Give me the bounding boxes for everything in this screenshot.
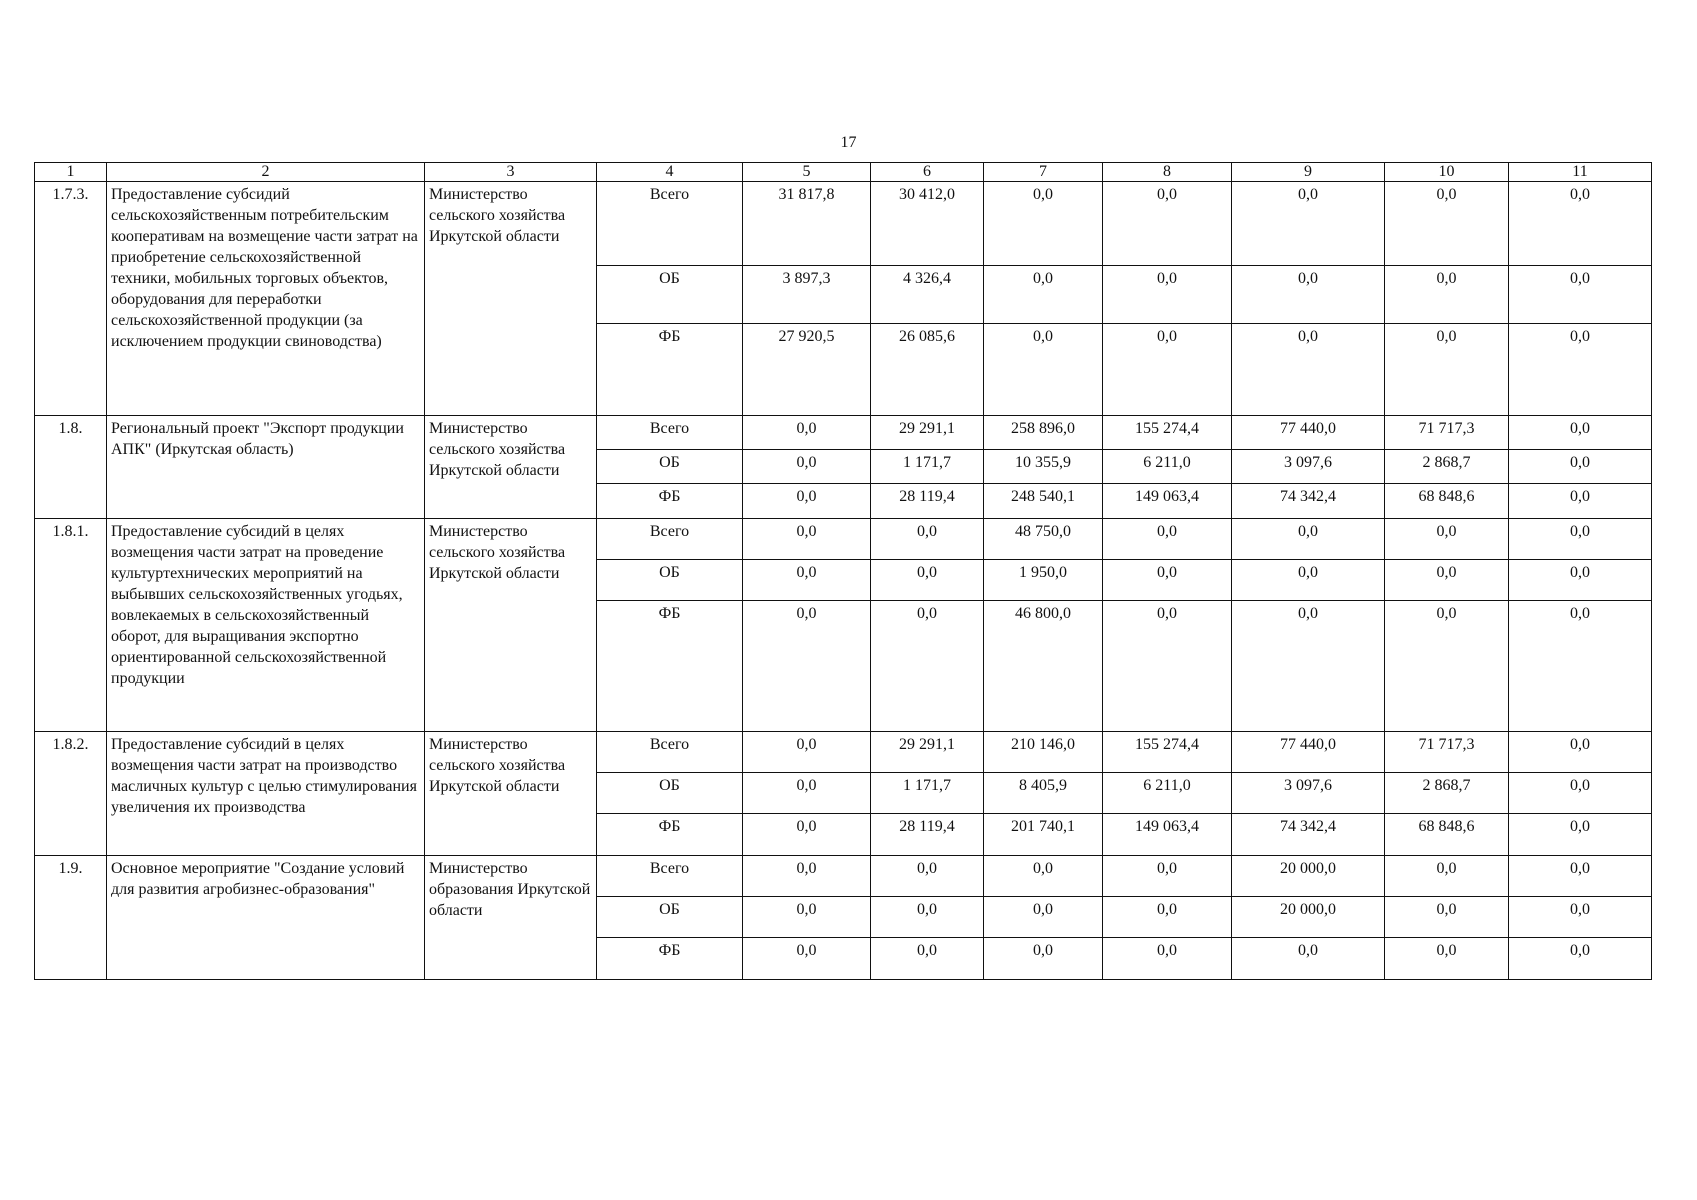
amount-cell: 0,0 [1385, 560, 1509, 601]
amount-cell: 0,0 [984, 938, 1103, 980]
amount-cell: 0,0 [984, 897, 1103, 938]
amount-cell: 20 000,0 [1232, 897, 1385, 938]
amount-cell: 0,0 [743, 938, 871, 980]
amount-cell: 0,0 [1103, 182, 1232, 266]
amount-cell: 68 848,6 [1385, 814, 1509, 856]
amount-cell: 0,0 [871, 856, 984, 897]
amount-cell: 6 211,0 [1103, 773, 1232, 814]
amount-cell: 0,0 [1103, 560, 1232, 601]
amount-cell: 1 171,7 [871, 773, 984, 814]
column-number: 6 [871, 163, 984, 182]
amount-cell: 26 085,6 [871, 324, 984, 416]
amount-cell: 0,0 [1232, 266, 1385, 324]
column-number: 1 [35, 163, 107, 182]
amount-cell: 0,0 [1103, 266, 1232, 324]
table-row [35, 856, 1652, 897]
amount-cell: 0,0 [743, 773, 871, 814]
amount-cell: 0,0 [1232, 324, 1385, 416]
amount-cell: 0,0 [1232, 519, 1385, 560]
amount-cell: 0,0 [1385, 519, 1509, 560]
amount-cell: 28 119,4 [871, 814, 984, 856]
amount-cell: 77 440,0 [1232, 416, 1385, 450]
amount-cell: 0,0 [1232, 601, 1385, 732]
item-executor: Министерство сельского хозяйства Иркутской области [425, 416, 597, 519]
amount-cell: 0,0 [1232, 182, 1385, 266]
amount-cell: 0,0 [743, 519, 871, 560]
amount-cell: 0,0 [871, 560, 984, 601]
amount-cell: 0,0 [1385, 266, 1509, 324]
column-number: 5 [743, 163, 871, 182]
amount-cell: 74 342,4 [1232, 484, 1385, 519]
table-row [35, 182, 1652, 266]
amount-cell: 0,0 [1509, 182, 1652, 266]
amount-cell: 0,0 [1509, 856, 1652, 897]
amount-cell: 0,0 [1509, 484, 1652, 519]
column-number: 2 [107, 163, 425, 182]
funding-source: ФБ [597, 601, 743, 732]
column-number: 3 [425, 163, 597, 182]
amount-cell: 0,0 [1103, 938, 1232, 980]
amount-cell: 3 097,6 [1232, 450, 1385, 484]
amount-cell: 48 750,0 [984, 519, 1103, 560]
column-number: 4 [597, 163, 743, 182]
funding-source: ФБ [597, 938, 743, 980]
funding-source: ФБ [597, 814, 743, 856]
amount-cell: 1 950,0 [984, 560, 1103, 601]
amount-cell: 0,0 [743, 601, 871, 732]
item-code: 1.8.2. [35, 732, 107, 856]
amount-cell: 29 291,1 [871, 416, 984, 450]
item-executor: Министерство сельского хозяйства Иркутской области [425, 519, 597, 732]
amount-cell: 0,0 [1509, 814, 1652, 856]
amount-cell: 0,0 [1509, 601, 1652, 732]
amount-cell: 0,0 [1103, 519, 1232, 560]
amount-cell: 201 740,1 [984, 814, 1103, 856]
amount-cell: 3 897,3 [743, 266, 871, 324]
amount-cell: 0,0 [1509, 732, 1652, 773]
amount-cell: 74 342,4 [1232, 814, 1385, 856]
amount-cell: 248 540,1 [984, 484, 1103, 519]
amount-cell: 77 440,0 [1232, 732, 1385, 773]
amount-cell: 29 291,1 [871, 732, 984, 773]
amount-cell: 0,0 [1509, 324, 1652, 416]
amount-cell: 0,0 [984, 182, 1103, 266]
amount-cell: 0,0 [1509, 519, 1652, 560]
amount-cell: 0,0 [743, 484, 871, 519]
funding-source: Всего [597, 519, 743, 560]
amount-cell: 6 211,0 [1103, 450, 1232, 484]
amount-cell: 0,0 [1509, 266, 1652, 324]
amount-cell: 0,0 [743, 450, 871, 484]
funding-source: ФБ [597, 484, 743, 519]
column-number: 7 [984, 163, 1103, 182]
amount-cell: 8 405,9 [984, 773, 1103, 814]
item-code: 1.9. [35, 856, 107, 980]
funding-source: Всего [597, 856, 743, 897]
amount-cell: 0,0 [1103, 897, 1232, 938]
amount-cell: 0,0 [984, 856, 1103, 897]
amount-cell: 0,0 [1385, 856, 1509, 897]
budget-table [34, 162, 1652, 980]
amount-cell: 28 119,4 [871, 484, 984, 519]
amount-cell: 31 817,8 [743, 182, 871, 266]
amount-cell: 0,0 [1385, 601, 1509, 732]
item-code: 1.8.1. [35, 519, 107, 732]
amount-cell: 0,0 [743, 732, 871, 773]
amount-cell: 149 063,4 [1103, 484, 1232, 519]
amount-cell: 0,0 [1509, 897, 1652, 938]
amount-cell: 71 717,3 [1385, 416, 1509, 450]
table-body [35, 163, 1652, 980]
amount-cell: 0,0 [743, 560, 871, 601]
item-code: 1.7.3. [35, 182, 107, 416]
item-name: Предоставление субсидий в целях возмещения части затрат на производство масличных культур с целью стимулирования увеличения их производства [107, 732, 425, 856]
amount-cell: 0,0 [1232, 560, 1385, 601]
amount-cell: 0,0 [1509, 560, 1652, 601]
amount-cell: 0,0 [871, 897, 984, 938]
amount-cell: 0,0 [1103, 601, 1232, 732]
column-number-row [35, 163, 1652, 182]
amount-cell: 68 848,6 [1385, 484, 1509, 519]
amount-cell: 30 412,0 [871, 182, 984, 266]
funding-source: ОБ [597, 450, 743, 484]
item-executor: Министерство образования Иркутской области [425, 856, 597, 980]
amount-cell: 20 000,0 [1232, 856, 1385, 897]
amount-cell: 0,0 [1385, 182, 1509, 266]
amount-cell: 2 868,7 [1385, 773, 1509, 814]
page-number: 17 [840, 134, 857, 151]
column-number: 11 [1509, 163, 1652, 182]
table-row [35, 519, 1652, 560]
item-name: Региональный проект "Экспорт продукции АПК" (Иркутская область) [107, 416, 425, 519]
amount-cell: 149 063,4 [1103, 814, 1232, 856]
amount-cell: 71 717,3 [1385, 732, 1509, 773]
amount-cell: 0,0 [743, 814, 871, 856]
amount-cell: 155 274,4 [1103, 732, 1232, 773]
amount-cell: 0,0 [871, 938, 984, 980]
item-name: Предоставление субсидий сельскохозяйственным потребительским кооперативам на возмещение части затрат на приобретение сельскохозяйственной техники, мобильных торговых объектов, оборудования для переработки сельскохозяйственной продукции (за исключением продукции свиноводства) [107, 182, 425, 416]
column-number: 9 [1232, 163, 1385, 182]
funding-source: ОБ [597, 773, 743, 814]
amount-cell: 0,0 [743, 416, 871, 450]
item-executor: Министерство сельского хозяйства Иркутской области [425, 732, 597, 856]
amount-cell: 1 171,7 [871, 450, 984, 484]
amount-cell: 0,0 [1509, 938, 1652, 980]
funding-source: Всего [597, 732, 743, 773]
amount-cell: 2 868,7 [1385, 450, 1509, 484]
amount-cell: 0,0 [743, 856, 871, 897]
funding-source: Всего [597, 416, 743, 450]
amount-cell: 0,0 [1385, 938, 1509, 980]
table-row [35, 732, 1652, 773]
table-row [35, 416, 1652, 450]
amount-cell: 0,0 [743, 897, 871, 938]
amount-cell: 0,0 [984, 266, 1103, 324]
amount-cell: 0,0 [1509, 416, 1652, 450]
funding-source: ОБ [597, 266, 743, 324]
amount-cell: 0,0 [1509, 450, 1652, 484]
amount-cell: 210 146,0 [984, 732, 1103, 773]
item-executor: Министерство сельского хозяйства Иркутской области [425, 182, 597, 416]
column-number: 8 [1103, 163, 1232, 182]
amount-cell: 10 355,9 [984, 450, 1103, 484]
amount-cell: 0,0 [871, 519, 984, 560]
amount-cell: 3 097,6 [1232, 773, 1385, 814]
amount-cell: 4 326,4 [871, 266, 984, 324]
amount-cell: 46 800,0 [984, 601, 1103, 732]
item-code: 1.8. [35, 416, 107, 519]
item-name: Предоставление субсидий в целях возмещения части затрат на проведение культуртехнических мероприятий на выбывших сельскохозяйственных угодьях, вовлекаемых в сельскохозяйственный оборот, для выращивания экспортно ориентированной сельскохозяйственной продукции [107, 519, 425, 732]
amount-cell: 258 896,0 [984, 416, 1103, 450]
amount-cell: 0,0 [984, 324, 1103, 416]
column-number: 10 [1385, 163, 1509, 182]
amount-cell: 0,0 [1103, 324, 1232, 416]
amount-cell: 0,0 [1103, 856, 1232, 897]
funding-source: ОБ [597, 560, 743, 601]
amount-cell: 155 274,4 [1103, 416, 1232, 450]
funding-source: Всего [597, 182, 743, 266]
amount-cell: 27 920,5 [743, 324, 871, 416]
amount-cell: 0,0 [1232, 938, 1385, 980]
amount-cell: 0,0 [1385, 897, 1509, 938]
amount-cell: 0,0 [871, 601, 984, 732]
funding-source: ОБ [597, 897, 743, 938]
amount-cell: 0,0 [1385, 324, 1509, 416]
funding-source: ФБ [597, 324, 743, 416]
amount-cell: 0,0 [1509, 773, 1652, 814]
item-name: Основное мероприятие "Создание условий для развития агробизнес-образования" [107, 856, 425, 980]
